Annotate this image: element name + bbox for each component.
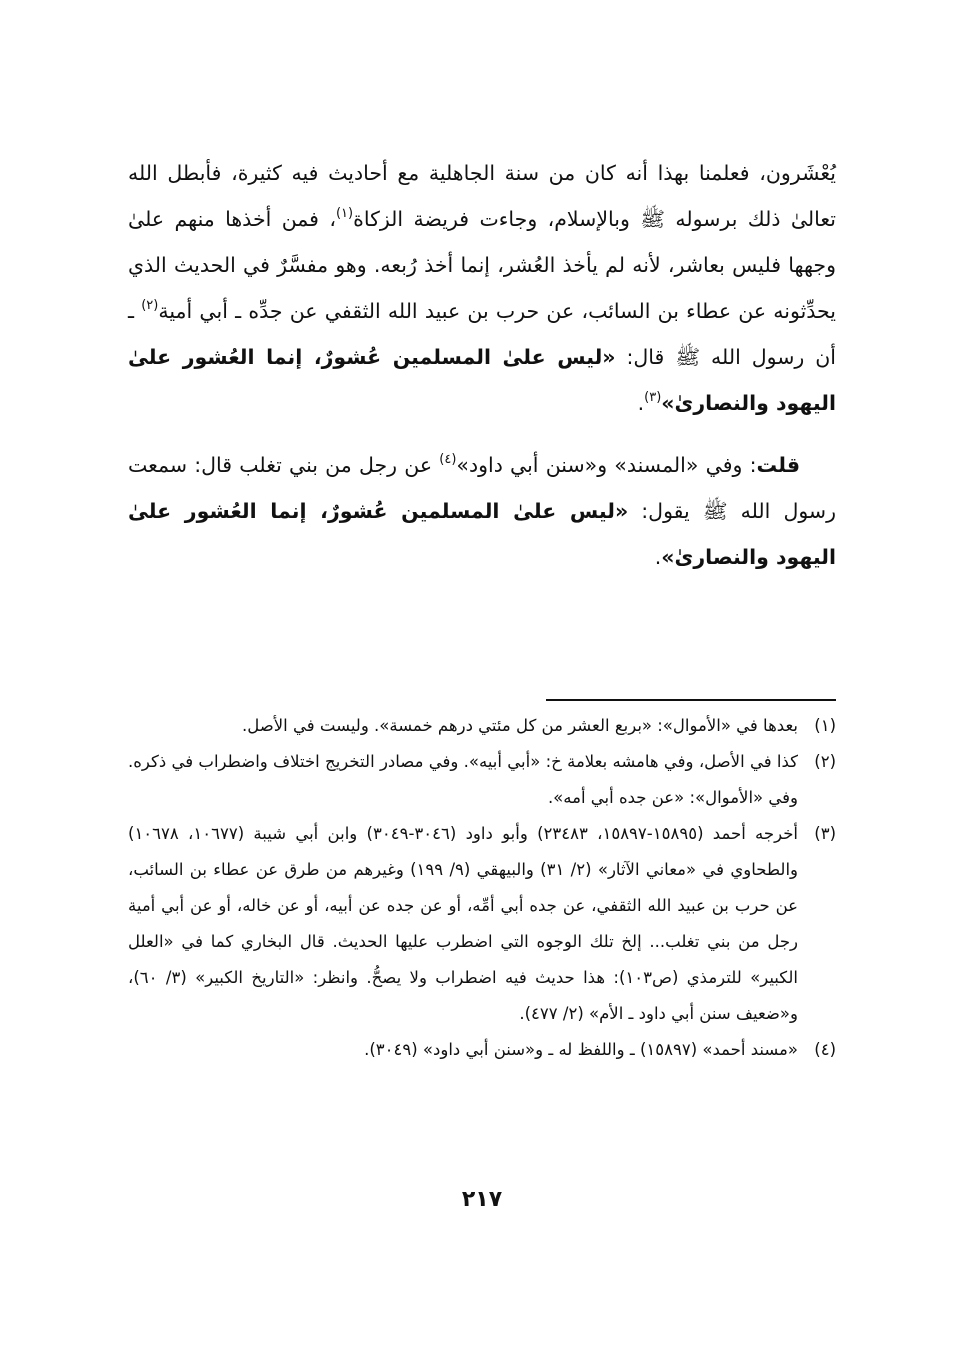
footnote-ref-4[interactable]: (٤): [439, 452, 457, 467]
footnote-2-text: كذا في الأصل، وفي هامشه بعلامة خ: «أبي أبيه». وفي مصادر التخريج اختلاف واضطراب في ذكره. وفي «الأموال»: «عن جده أبي أمه».: [128, 752, 798, 807]
footnote-ref-3[interactable]: (٣): [644, 390, 662, 405]
main-text: [128, 150, 836, 580]
paragraph-2-end: .: [654, 545, 662, 569]
paragraph-2-part-b: عن رجل من بني تغلب قال: سمعت رسول الله ﷺ يقول:: [128, 453, 836, 523]
paragraph-1: [128, 150, 836, 426]
footnote-4: [128, 1032, 836, 1068]
footnote-3: [128, 816, 836, 1032]
footnote-4-number: (٤): [814, 1040, 836, 1059]
footnote-3-text: أخرجه أحمد (١٥٨٩٥-١٥٨٩٧، ٢٣٤٨٣) وأبو داود (٣٠٤٦-٣٠٤٩) وابن أبي شيبة (١٠٦٧٧، ١٠٦٧٨) والطحاوي في «معاني الآثار» (٢/ ٣١) والبيهقي (٩/ ١٩٩) وغيرهم من طرق عن عطاء بن السائب، عن حرب بن عبيد الله الثقفي، عن جده أبي أمِّه، أو عن جده عن أبيه، أو عن خاله، أو عن أبي أمية رجل من بني تغلب... إلخ تلك الوجوه التي اضطرب عليها الحديث. قال البخاري كما في «العلل الكبير» للترمذي (ص١٠٣): هذا حديث فيه اضطراب ولا يصحُّ. وانظر: «التاريخ الكبير» (٣/ ٦٠)، و«ضعيف سنن أبي داود ـ الأم» (٢/ ٤٧٧).: [128, 824, 799, 1023]
paragraph-2-lead: قلت: [756, 453, 800, 477]
footnote-2-number: (٢): [814, 752, 836, 771]
footnote-3-number: (٣): [814, 824, 836, 843]
footnote-1-number: (١): [814, 716, 836, 735]
footnote-2: [128, 744, 836, 816]
footnote-divider: [546, 699, 836, 701]
paragraph-2-part-a: : وفي «المسند» و«سنن أبي داود»: [456, 453, 757, 477]
footnote-1: [128, 708, 836, 744]
paragraph-1-part-b: ، فمن أخذها منهم علىٰ وجهها فليس بعاشر، لأنه لم يأخذ العُشر، إنما أخذ رُبعه. وهو مفسَّرٌ في الحديث الذي يحدِّثونه عن عطاء بن السائب، عن حرب بن عبيد الله الثقفي عن جدِّه ـ أبي أمية: [128, 207, 836, 323]
hadith-quote-1: «ليس علىٰ المسلمين عُشورٌ، إنما العُشور علىٰ اليهود والنصارىٰ»: [128, 345, 836, 415]
paragraph-1-part-c: ـ أن رسول الله ﷺ قال:: [128, 299, 836, 369]
footnote-ref-2[interactable]: (٢): [141, 298, 159, 313]
paragraph-2: [128, 442, 836, 580]
page-number: ٢١٧: [461, 1187, 503, 1212]
hadith-quote-2: «ليس علىٰ المسلمين عُشورٌ، إنما العُشور علىٰ اليهود والنصارىٰ»: [128, 499, 836, 569]
paragraph-1-end: .: [637, 391, 645, 415]
paragraph-1-part-a: يُعْشَرون، فعلمنا بهذا أنه كان من سنة الجاهلية مع أحاديث فيه كثيرة، فأبطل الله تعالىٰ ذلك برسوله ﷺ وبالإسلام، وجاءت فريضة الزكاة: [128, 161, 836, 231]
footnotes-section: [128, 708, 836, 1068]
footnote-ref-1[interactable]: (١): [335, 206, 354, 221]
footnote-4-text: «مسند أحمد» (١٥٨٩٧) ـ واللفظ له ـ و«سنن أبي داود» (٣٠٤٩).: [364, 1040, 798, 1059]
footnote-1-text: بعدها في «الأموال»: «بربع العشر من كل مئتي درهم خمسة». وليست في الأصل.: [242, 716, 798, 735]
